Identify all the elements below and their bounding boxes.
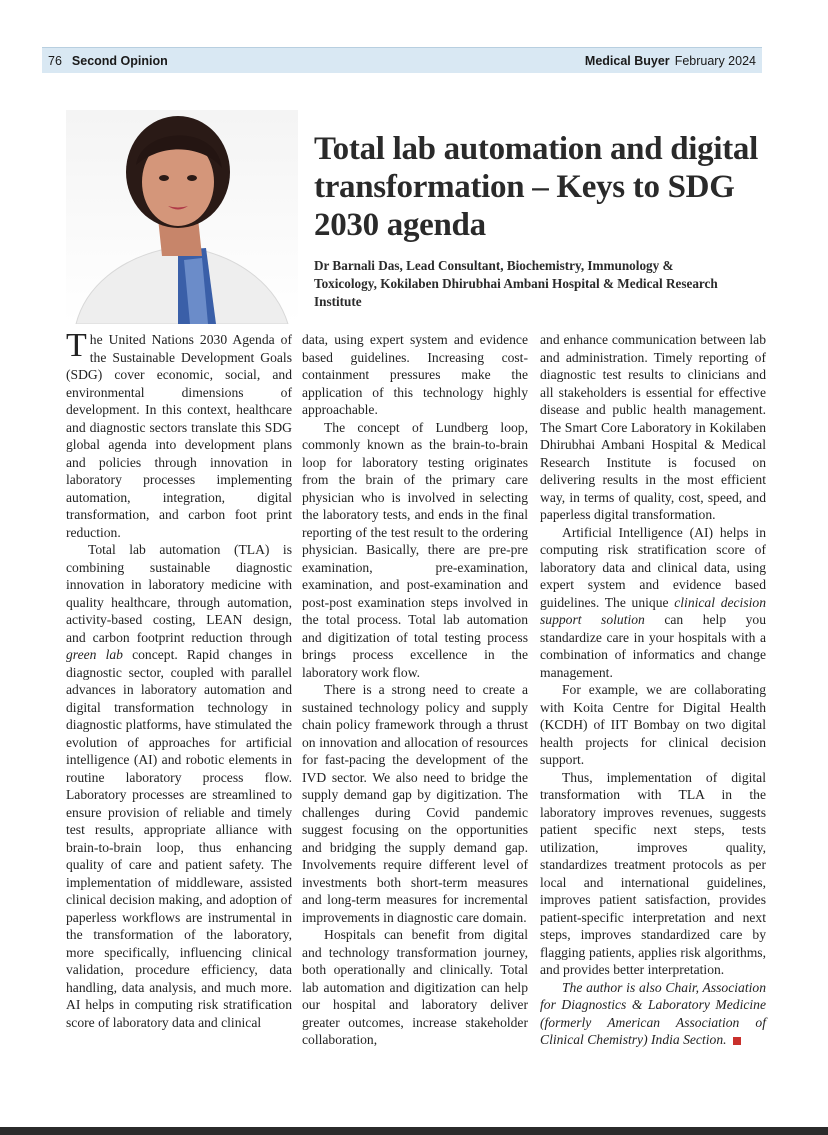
paragraph: and enhance communication between lab and administration. Timely reporting of diagnostic test results to clinicians and all stakeholders is essential for effective disease and public health management. The Smart Core Laboratory in Kokilaben Dhirubhai Ambani Hospital & Medical Research Institute is focused on delivering results in the most efficient way, in terms of quality, cost, speed, and paperless digital transformation. bbox=[540, 332, 766, 522]
paragraph: Thus, implementation of digital transformation with TLA in the laboratory improves revenues, suggests patient specific next steps, tests utilization, improves quality, standardizes treatment protocols as per local and international guidelines, improves patient satisfaction, provides patient-specific interpretation and next steps, improves standardized care by flagging patients, applies risk algorithms, and provides better interpretation. bbox=[540, 769, 766, 977]
end-of-article-icon bbox=[733, 1037, 741, 1045]
page-header bbox=[42, 47, 762, 73]
bottom-bar bbox=[0, 1127, 828, 1135]
author-portrait-icon bbox=[66, 110, 298, 324]
column-3 bbox=[540, 331, 766, 1049]
drop-cap: T bbox=[66, 327, 87, 364]
paragraph: The concept of Lundberg loop, commonly known as the brain-to-brain loop for laboratory testing originates from the brain of the primary care physician who is involved in selecting the laboratory tests, and ends in the final reporting of the test result to the ordering physician. Basically, there are pre-pre examination, pre-examination, examination, and post-examination and post-post examination steps involved in the total process. Total lab automation and digitization of total testing process brings process excellence in the laboratory work flow. bbox=[302, 419, 528, 680]
paragraph: Total lab automation (TLA) is combining sustainable diagnostic innovation in laboratory medicine with quality healthcare, through automation, activity-based costing, LEAN design, and carbon footprint reduction through green lab concept. Rapid changes in diagnostic sector, coupled with parallel advances in laboratory automation and digital transformation technology in diagnostic platforms, have stimulated the evolution of approaches for artificial intelligence (AI) and robotic elements in routine laboratory process flow. Laboratory processes are streamlined to ensure provision of reliable and timely test results, appropriate alliance with brain-to-brain loop, thus enhancing quality of care and patient safety. The implementation of middleware, assisted clinical decision making, and adoption of paperless workflows are instrumental in the transformation of the laboratory, more specifically, influencing clinical validation, procedure efficiency, data handling, data analysis, and much more. AI helps in computing risk stratification score of laboratory data and clinical bbox=[66, 542, 292, 1030]
paragraph: There is a strong need to create a sustained technology policy and supply chain policy framework through a thrust on innovation and allocation of resources for fast-pacing the development of the IVD sector. We also need to bridge the supply demand gap by digitization. The challenges during Covid pandemic suggest focusing on the opportunities and bridging the supply demand gap. Involvements require different level of investments both short-term measures and long-term measures for incremental improvements in diagnostic care domain. bbox=[302, 682, 528, 925]
article-byline: Dr Barnali Das, Lead Consultant, Biochemistry, Immunology & Toxicology, Kokilaben Dhirubhai Ambani Hospital & Medical Research Institute bbox=[314, 258, 718, 309]
paragraph: Artificial Intelligence (AI) helps in computing risk stratification score of laboratory data and clinical data, using expert system and evidence based guidelines. The unique clinical decision support solution can help you standardize care in your hospitals with a combination of informatics and change management. bbox=[540, 524, 766, 680]
magazine-name: Medical Buyer bbox=[584, 53, 670, 68]
section-name: Second Opinion bbox=[71, 53, 168, 68]
paragraph: data, using expert system and evidence based guidelines. Increasing cost-containment pressures make the application of this technology highly approachable. bbox=[302, 332, 528, 417]
column-2 bbox=[302, 331, 528, 1049]
page-number: 76 bbox=[48, 53, 62, 68]
header-left bbox=[48, 54, 168, 68]
paragraph: For example, we are collaborating with Koita Centre for Digital Health (KCDH) of IIT Bombay on two digital health projects for clinical decision support. bbox=[540, 682, 766, 767]
column-1 bbox=[66, 327, 292, 1031]
issue-date: February 2024 bbox=[674, 53, 756, 68]
paragraph: Hospitals can benefit from digital and technology transformation journey, both operationally and clinically. Total lab automation and digitization can help our hospital and laboratory deliver greater outcomes, increase stakeholder collaboration, bbox=[302, 927, 528, 1047]
author-note: The author is also Chair, Association for Diagnostics & Laboratory Medicine (formerly American Association of Clinical Chemistry) India Section. bbox=[540, 979, 766, 1047]
article-title: Total lab automation and digital transformation – Keys to SDG 2030 agenda bbox=[314, 131, 758, 243]
paragraph: The United Nations 2030 Agenda of the Sustainable Development Goals (SDG) cover economic, social, and environmental dimensions of development. In this context, healthcare and diagnostic sectors translate this SDG global agenda into development plans and policies through innovation in laboratory processes implementing automation, integration, digital transformation, and carbon foot print reduction. bbox=[66, 327, 292, 540]
header-right bbox=[585, 54, 756, 68]
